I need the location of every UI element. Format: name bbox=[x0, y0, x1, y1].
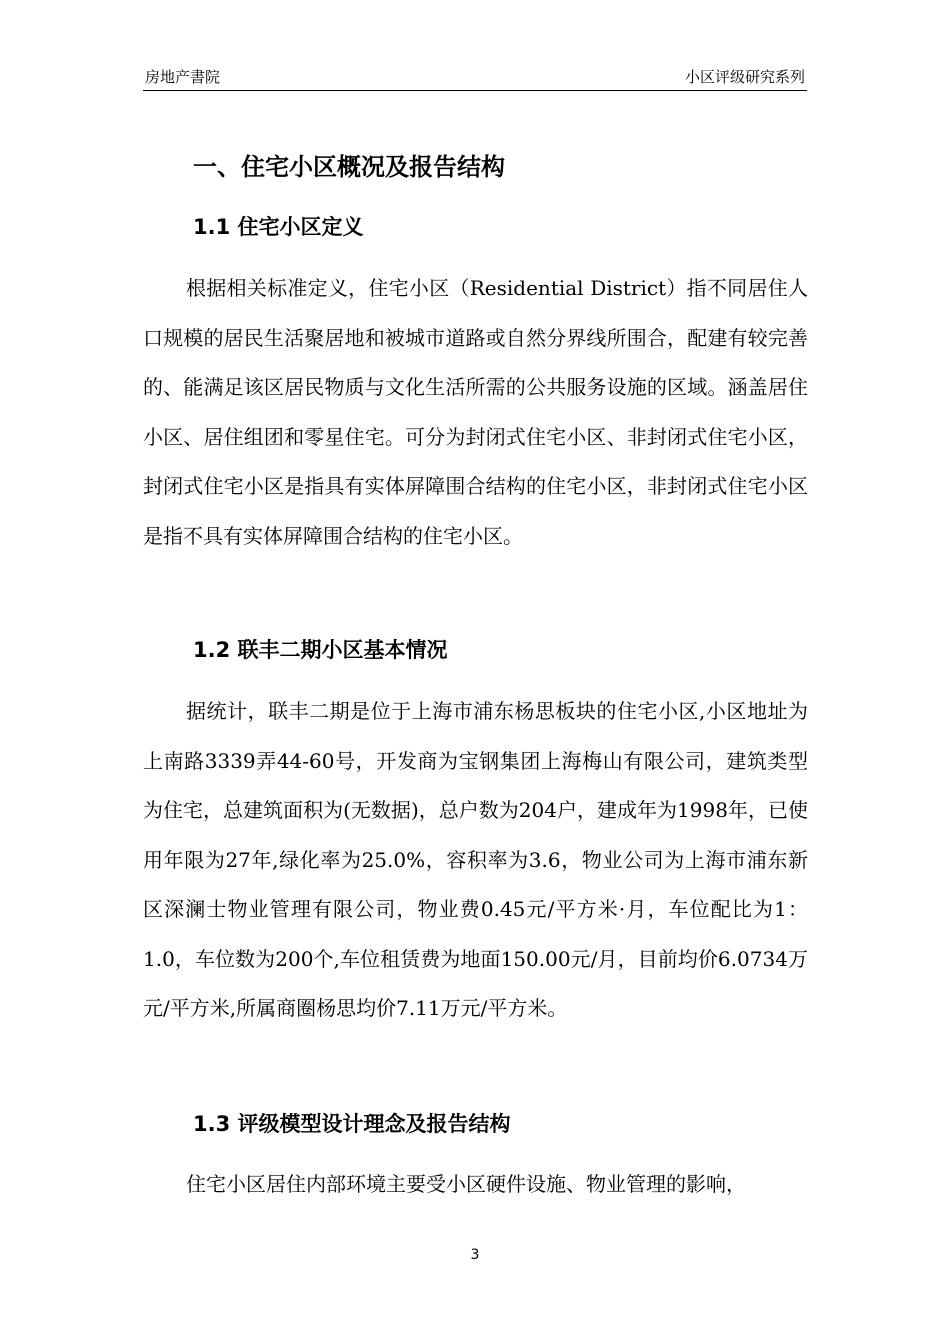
page-number: 3 bbox=[470, 1247, 480, 1263]
page-header bbox=[143, 64, 807, 91]
chapter-title: 一、住宅小区概况及报告结构 bbox=[193, 153, 505, 181]
section-paragraph-1-2: 据统计，联丰二期是位于上海市浦东杨思板块的住宅小区,小区地址为上南路3339弄44-60号，开发商为宝钢集团上海梅山有限公司，建筑类型为住宅，总建筑面积为(无数据)，总户数为204户，建成年为1998年，已使用年限为27年,绿化率为25.0%，容积率为3.6，物业公司为上海市浦东新区深澜士物业管理有限公司，物业费0.45元/平方米·月，车位配比为1：1.0，车位数为200个,车位租赁费为地面150.00元/月，目前均价6.0734万元/平方米,所属商圈杨思均价7.11万元/平方米。 bbox=[143, 699, 808, 1020]
section-heading-1-2: 1.2 联丰二期小区基本情况 bbox=[193, 638, 448, 662]
section-heading-1-3: 1.3 评级模型设计理念及报告结构 bbox=[193, 1112, 511, 1136]
section-heading-1-1: 1.1 住宅小区定义 bbox=[193, 215, 364, 239]
header-right-text: 小区评级研究系列 bbox=[684, 68, 805, 86]
section-paragraph-1-3: 住宅小区居住内部环境主要受小区硬件设施、物业管理的影响， bbox=[186, 1172, 746, 1196]
section-paragraph-1-1: 根据相关标准定义，住宅小区（Residential District）指不同居住人口规模的居民生活聚居地和被城市道路或自然分界线所围合，配建有较完善的、能满足该区居民物质与文化生活所需的公共服务设施的区域。涵盖居住小区、居住组团和零星住宅。可分为封闭式住宅小区、非封闭式住宅小区，封闭式住宅小区是指具有实体屏障围合结构的住宅小区，非封闭式住宅小区是指不具有实体屏障围合结构的住宅小区。 bbox=[143, 276, 808, 548]
header-left-text: 房地产書院 bbox=[145, 68, 221, 86]
